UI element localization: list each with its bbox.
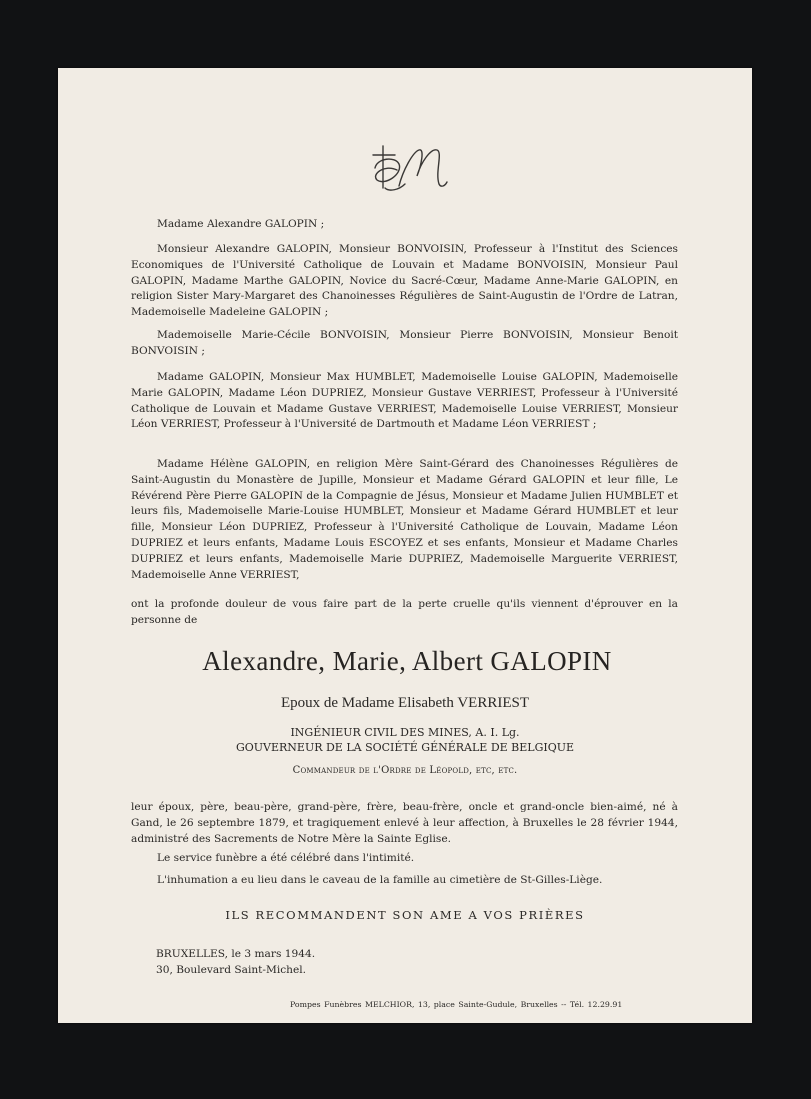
funeral-service-line: Le service funèbre a été célébré dans l'intimité. (157, 852, 415, 864)
family-line-2: Monsieur Alexandre GALOPIN, Monsieur BONVOISIN, Professeur à l'Institut des Sciences Economiques de l'Université Catholique de Louvain et Madame BONVOISIN, Monsieur Paul GALOPIN, Madame Marthe GALOPIN, Novice du Sacré-Cœur, Madame Anne-Marie GALOPIN, en religion Sister Mary-Margaret des Chanoinesses Régulières de Saint-Augustin de l'Ordre de Latran, Mademoiselle Madeleine GALOPIN ; (131, 243, 678, 319)
family-line-3: Mademoiselle Marie-Cécile BONVOISIN, Monsieur Pierre BONVOISIN, Monsieur Benoit BONVOISIN ; (131, 329, 678, 357)
title-engineer: INGÉNIEUR CIVIL DES MINES, A. I. Lg. (290, 726, 520, 739)
announcement-intro: ont la profonde douleur de vous faire part de la perte cruelle qu'ils viennent d'éprouver en la personne de (131, 598, 678, 626)
deceased-name: Alexandre, Marie, Albert GALOPIN (202, 646, 612, 676)
burial-line: L'inhumation a eu lieu dans le caveau de la famille au cimetière de St-Gilles-Liège. (157, 874, 603, 886)
family-line-5: Madame Hélène GALOPIN, en religion Mère Saint-Gérard des Chanoinesses Régulières de Saint-Augustin du Monastère de Jupille, Monsieur et Madame Gérard GALOPIN et leur fille, Le Révérend Père Pierre GALOPIN de la Compagnie de Jésus, Monsieur et Madame Julien HUMBLET et leurs fils, Mademoiselle Marie-Louise HUMBLET, Monsieur et Madame Gérard HUMBLET et leur fille, Monsieur Léon DUPRIEZ, Professeur à l'Université Catholique de Louvain, Madame Léon DUPRIEZ et leurs enfants, Madame Louis ESCOYEZ et ses enfants, Monsieur et Madame Charles DUPRIEZ et leurs enfants, Mademoiselle Marie DUPRIEZ, Mademoiselle Marguerite VERRIEST, Mademoiselle Anne VERRIEST, (131, 458, 678, 581)
place-date-block (156, 946, 315, 978)
cross-monogram-icon (355, 140, 455, 200)
address: 30, Boulevard Saint-Michel. (156, 964, 307, 976)
biography-paragraph: leur époux, père, beau-père, grand-père, frère, beau-frère, oncle et grand-oncle bien-aimé, né à Gand, le 26 septembre 1879, et tragiquement enlevé à leur affection, à Bruxelles le 28 février 1944, administré des Sacrements de Notre Mère la Sainte Eglise. (131, 801, 678, 845)
title-commander: Commandeur de l'Ordre de Léopold, etc, etc. (292, 765, 518, 776)
funeral-home-footer: Pompes Funèbres MELCHIOR, 13, place Sainte-Gudule, Bruxelles -- Tél. 12.29.91 (290, 1000, 623, 1009)
family-line-4: Madame GALOPIN, Monsieur Max HUMBLET, Mademoiselle Louise GALOPIN, Mademoiselle Marie GALOPIN, Madame Léon DUPRIEZ, Monsieur Gustave VERRIEST, Professeur à l'Université Catholique de Louvain et Madame Gustave VERRIEST, Mademoiselle Louise VERRIEST, Monsieur Léon VERRIEST, Professeur à l'Université de Dartmouth et Madame Léon VERRIEST ; (131, 371, 678, 431)
monogram-text: JM (404, 198, 406, 199)
place-date: BRUXELLES, le 3 mars 1944. (156, 948, 316, 960)
prayer-request: ILS RECOMMANDENT SON AME A VOS PRIÈRES (225, 908, 585, 922)
spouse-line: Epoux de Madame Elisabeth VERRIEST (280, 695, 529, 711)
title-governor: GOUVERNEUR DE LA SOCIÉTÉ GÉNÉRALE DE BELGIQUE (235, 741, 575, 754)
family-line-1: Madame Alexandre GALOPIN ; (157, 218, 325, 230)
